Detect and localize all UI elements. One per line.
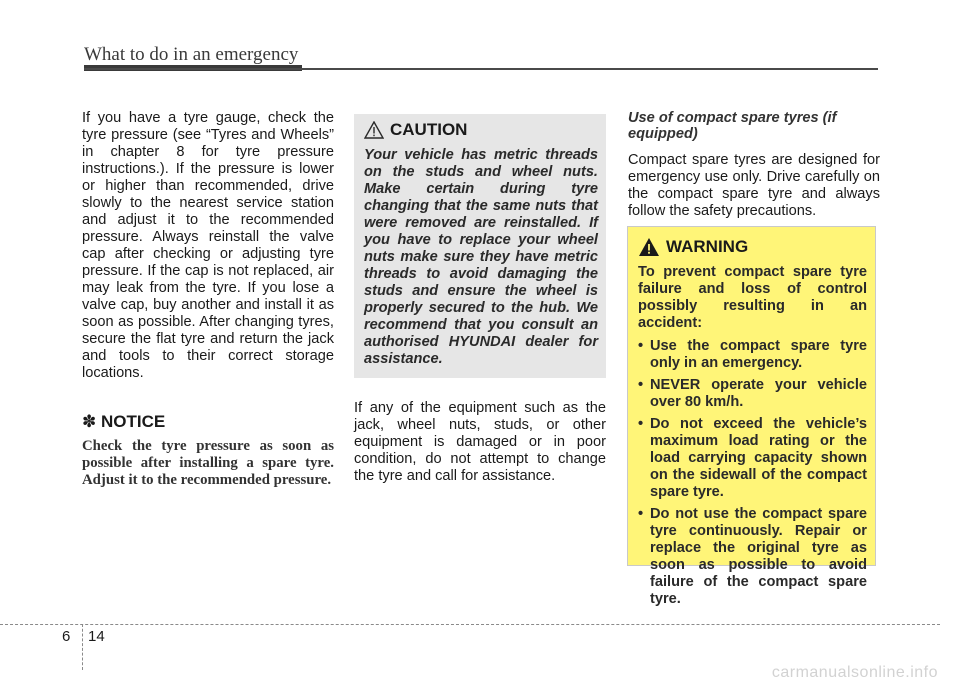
notice-title: ✽ NOTICE <box>82 412 166 431</box>
warning-triangle-filled-icon <box>638 237 660 257</box>
chapter-number: 6 <box>62 628 71 645</box>
damaged-equipment-paragraph: If any of the equipment such as the jack, wheel nuts, studs, or other equipment is damaged or in poor condition, do not attempt to change the tyre and call for assistance. <box>354 400 606 484</box>
header-divider <box>84 68 878 70</box>
page-title: What to do in an emergency <box>84 44 299 65</box>
watermark: carmanualsonline.info <box>771 664 938 681</box>
warning-item: • Do not use the compact spare tyre continuously. Repair or replace the original tyre as soon as possible to avoid failure of the compact spare tyre. <box>638 506 867 608</box>
warning-item: • Do not exceed the vehicle’s maximum load rating or the load carrying capacity shown on the sidewall of the compact spare tyre. <box>638 416 867 501</box>
warning-item: • Use the compact spare tyre only in an emergency. <box>638 338 867 372</box>
right-column <box>628 110 880 220</box>
footer-divider <box>0 624 940 625</box>
compact-spare-paragraph: Compact spare tyres are designed for emergency use only. Drive carefully on the compact spare tyre and always follow the safety precautions. <box>628 152 880 219</box>
warning-header <box>638 237 867 257</box>
caution-header <box>364 120 598 140</box>
warning-title: WARNING <box>666 237 749 256</box>
middle-column <box>354 110 606 485</box>
warning-list <box>638 338 867 608</box>
footer-page-divider <box>82 624 83 670</box>
warning-box <box>627 226 876 607</box>
notice-text: Check the tyre pressure as soon as possible after installing a spare tyre. Adjust it to the recommended pressure. <box>82 438 334 488</box>
warning-triangle-outline-icon <box>364 121 384 139</box>
warning-item: • NEVER operate your vehicle over 80 km/h. <box>638 377 867 411</box>
caution-box <box>354 114 606 378</box>
left-column <box>82 110 334 489</box>
warning-intro: To prevent compact spare tyre failure and loss of control possibly resulting in an accident: <box>638 264 867 331</box>
compact-spare-heading: Use of compact spare tyres (if equipped) <box>628 110 837 142</box>
tyre-gauge-paragraph: If you have a tyre gauge, check the tyre pressure (see “Tyres and Wheels” in chapter 8 for tyre pressure instructions.). If the pressure is lower or higher than recommended, drive slowly to the nearest service station and adjust it to the recommended pressure. Always reinstall the valve cap after checking or adjusting tyre pressure. If the cap is not replaced, air may leak from the tyre. If you lose a valve cap, buy another and install it as soon as possible. After changing tyres, secure the flat tyre and return the jack and tools to their correct storage locations. <box>82 110 334 381</box>
page-number: 14 <box>88 628 105 645</box>
caution-text: Your vehicle has metric threads on the studs and wheel nuts. Make certain during tyre changing that the same nuts that were removed are reinstalled. If you have to replace your wheel nuts make sure they have metric threads to avoid damaging the studs and ensure the wheel is properly secured to the hub. We recommend that you consult an authorised HYUNDAI dealer for assistance. <box>364 147 598 367</box>
caution-title: CAUTION <box>390 120 468 139</box>
